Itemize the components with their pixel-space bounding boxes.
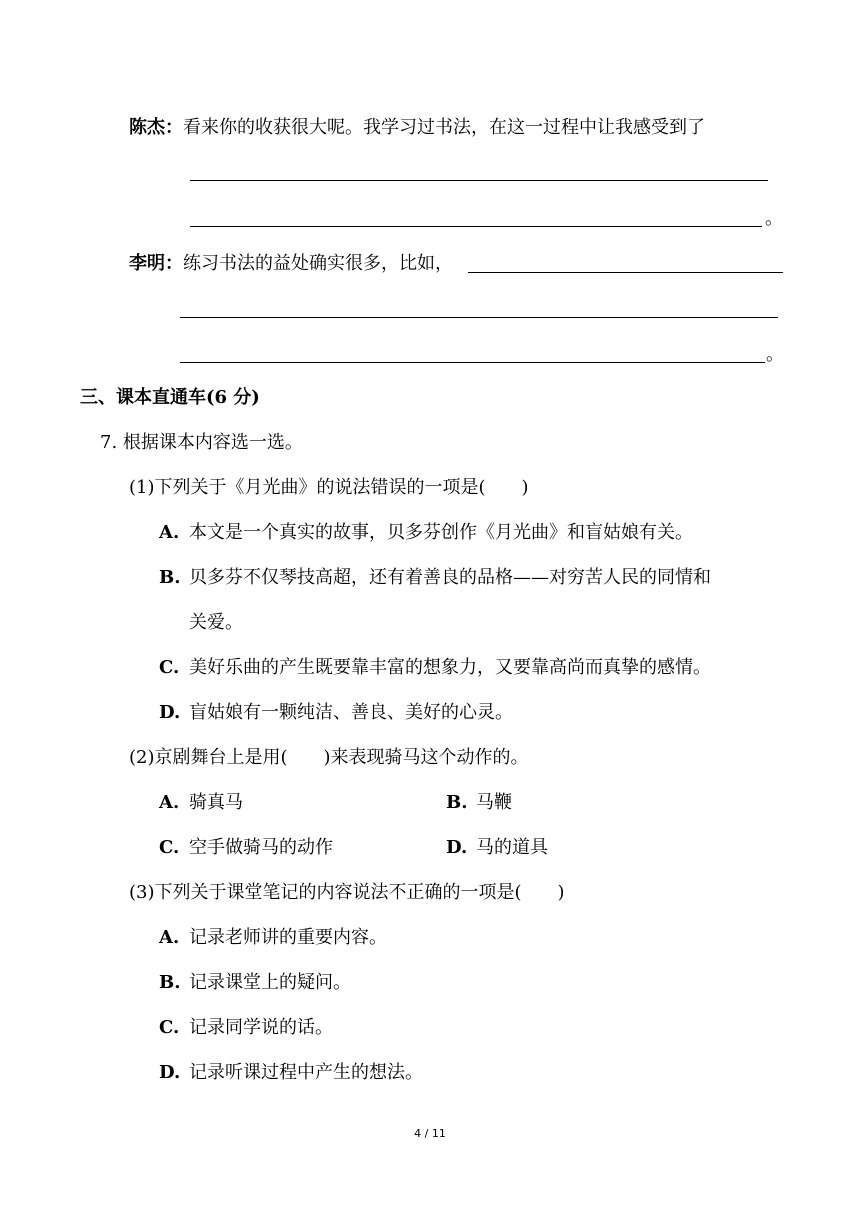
chenjie-text: 看来你的收获很大呢。我学习过书法，在这一过程中让我感受到了 [183,117,705,138]
liming-end-period: 。 [766,344,784,365]
q7-stem: 7. 根据课本内容选一选。 [100,432,303,453]
q7-2-stem-rest: )来表现骑马这个动作的。 [323,747,529,768]
q7-1-option-d[interactable] [159,701,513,725]
liming-speaker: 李明： [129,253,183,274]
q7-2-option-b[interactable] [446,791,512,815]
liming-answer-blank-2[interactable] [180,317,778,318]
option-text: 美好乐曲的产生既要靠丰富的想象力，又要靠高尚而真挚的感情。 [189,657,711,678]
option-text: 空手做骑马的动作 [189,837,333,858]
option-letter: A. [159,522,180,543]
option-text: 记录同学说的话。 [189,1017,333,1038]
liming-answer-blank-3[interactable] [180,362,765,363]
q7-2-stem-text: (2)京剧舞台上是用( [129,747,288,768]
q7-2-option-c[interactable] [159,836,333,860]
option-text: 记录老师讲的重要内容。 [189,927,387,948]
option-letter: A. [159,927,180,948]
q7-1-option-b-continued: 关爱。 [189,612,243,633]
option-text: 贝多芬不仅琴技高超，还有着善良的品格——对穷苦人民的同情和 [189,567,711,588]
chenjie-answer-blank-2[interactable] [190,226,762,227]
option-letter: D. [446,837,468,858]
option-text: 盲姑娘有一颗纯洁、善良、美好的心灵。 [189,702,513,723]
q7-3-option-a[interactable] [159,926,387,950]
q7-3-stem-close: ) [557,882,565,903]
liming-line [129,252,453,276]
q7-1-option-a[interactable] [159,521,693,545]
option-letter: C. [159,1017,180,1038]
chenjie-line [129,116,705,140]
q7-3-stem [129,881,565,905]
option-letter: B. [446,792,468,813]
option-text: 记录课堂上的疑问。 [189,972,351,993]
q7-2-stem [129,746,529,770]
q7-3-option-c[interactable] [159,1016,333,1040]
page-number: 4 / 11 [414,1127,446,1140]
option-letter: D. [159,1062,181,1083]
section-3-title: 三、课本直通车(6 分) [80,387,260,408]
q7-1-stem-close: ) [521,477,529,498]
option-letter: C. [159,837,180,858]
q7-3-option-b[interactable] [159,971,351,995]
q7-1-option-c[interactable] [159,656,711,680]
option-text: 骑真马 [189,792,243,813]
liming-answer-blank-1[interactable] [468,272,783,273]
liming-text: 练习书法的益处确实很多，比如， [183,253,453,274]
option-letter: B. [159,567,181,588]
q7-1-stem [129,476,529,500]
q7-3-stem-text: (3)下列关于课堂笔记的内容说法不正确的一项是( [129,882,522,903]
q7-3-option-d[interactable] [159,1061,423,1085]
chenjie-answer-blank-1[interactable] [190,180,768,181]
option-letter: C. [159,657,180,678]
q7-2-option-d[interactable] [446,836,548,860]
option-text: 本文是一个真实的故事，贝多芬创作《月光曲》和盲姑娘有关。 [189,522,693,543]
q7-1-option-b[interactable] [159,566,711,590]
option-text: 马鞭 [476,792,512,813]
option-letter: B. [159,972,181,993]
option-letter: A. [159,792,180,813]
q7-1-stem-text: (1)下列关于《月光曲》的说法错误的一项是( [129,477,486,498]
option-text: 马的道具 [476,837,548,858]
option-text: 记录听课过程中产生的想法。 [189,1062,423,1083]
chenjie-end-period: 。 [765,208,783,229]
q7-2-option-a[interactable] [159,791,243,815]
option-letter: D. [159,702,181,723]
chenjie-speaker: 陈杰： [129,117,183,138]
